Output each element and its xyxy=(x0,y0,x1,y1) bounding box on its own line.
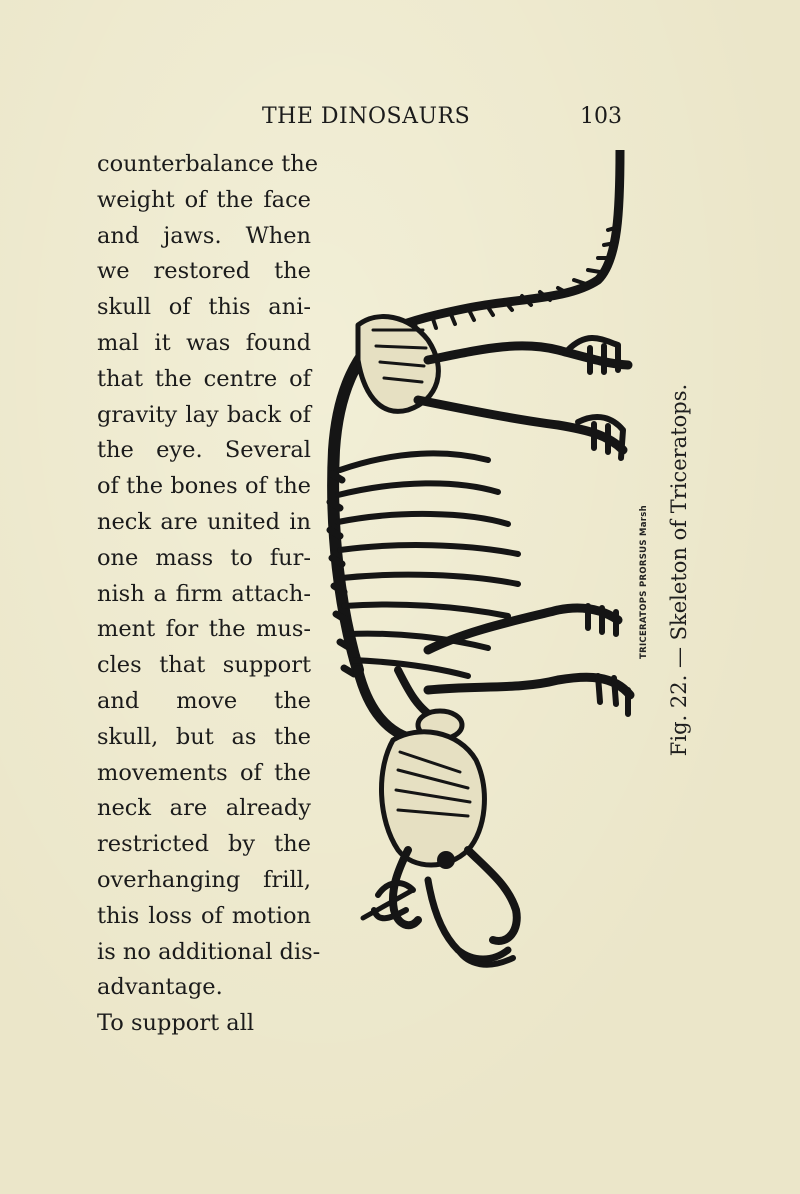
body-line: To support all xyxy=(97,1010,255,1037)
body-line: skull, but as the xyxy=(97,723,311,750)
specimen-label xyxy=(634,492,654,672)
figure-caption xyxy=(662,380,696,760)
figure-caption-text: Fig. 22. — Skeleton of Triceratops. xyxy=(667,383,691,757)
body-line: nish a firm attach- xyxy=(97,580,311,607)
body-line: cles that support xyxy=(97,652,311,679)
body-line: overhanging frill, xyxy=(97,866,311,893)
body-line: the eye. Several xyxy=(97,437,311,464)
body-line: neck are already xyxy=(97,795,311,822)
body-line: that the centre of xyxy=(97,365,311,392)
running-head xyxy=(262,104,622,134)
body-line: of the bones of the xyxy=(97,473,311,500)
body-line: restricted by the xyxy=(97,831,311,858)
body-line: and move the xyxy=(97,687,311,714)
body-line: mal it was found xyxy=(97,329,311,356)
skeleton-drawing xyxy=(318,150,660,980)
body-line: skull of this ani- xyxy=(97,294,311,321)
body-text xyxy=(97,147,321,1042)
body-line: and jaws. When xyxy=(97,222,311,249)
running-title: THE DINOSAURS xyxy=(262,104,471,129)
body-line: neck are united in xyxy=(97,508,311,535)
body-line: this loss of motion xyxy=(97,902,311,929)
body-line: is no additional dis- xyxy=(97,938,321,965)
body-line: one mass to fur- xyxy=(97,544,311,571)
body-line: movements of the xyxy=(97,759,311,786)
page-number: 103 xyxy=(580,104,622,129)
body-line: we restored the xyxy=(97,258,311,285)
body-line: ment for the mus- xyxy=(97,616,311,643)
body-line: weight of the face xyxy=(97,186,311,213)
specimen-label-text: TRICERATOPS PRORSUS Marsh xyxy=(639,505,649,659)
body-line: counterbalance the xyxy=(97,151,319,177)
triceratops-skeleton-illustration xyxy=(318,150,660,980)
body-line: gravity lay back of xyxy=(97,401,311,428)
body-line: advantage. xyxy=(97,974,223,1001)
